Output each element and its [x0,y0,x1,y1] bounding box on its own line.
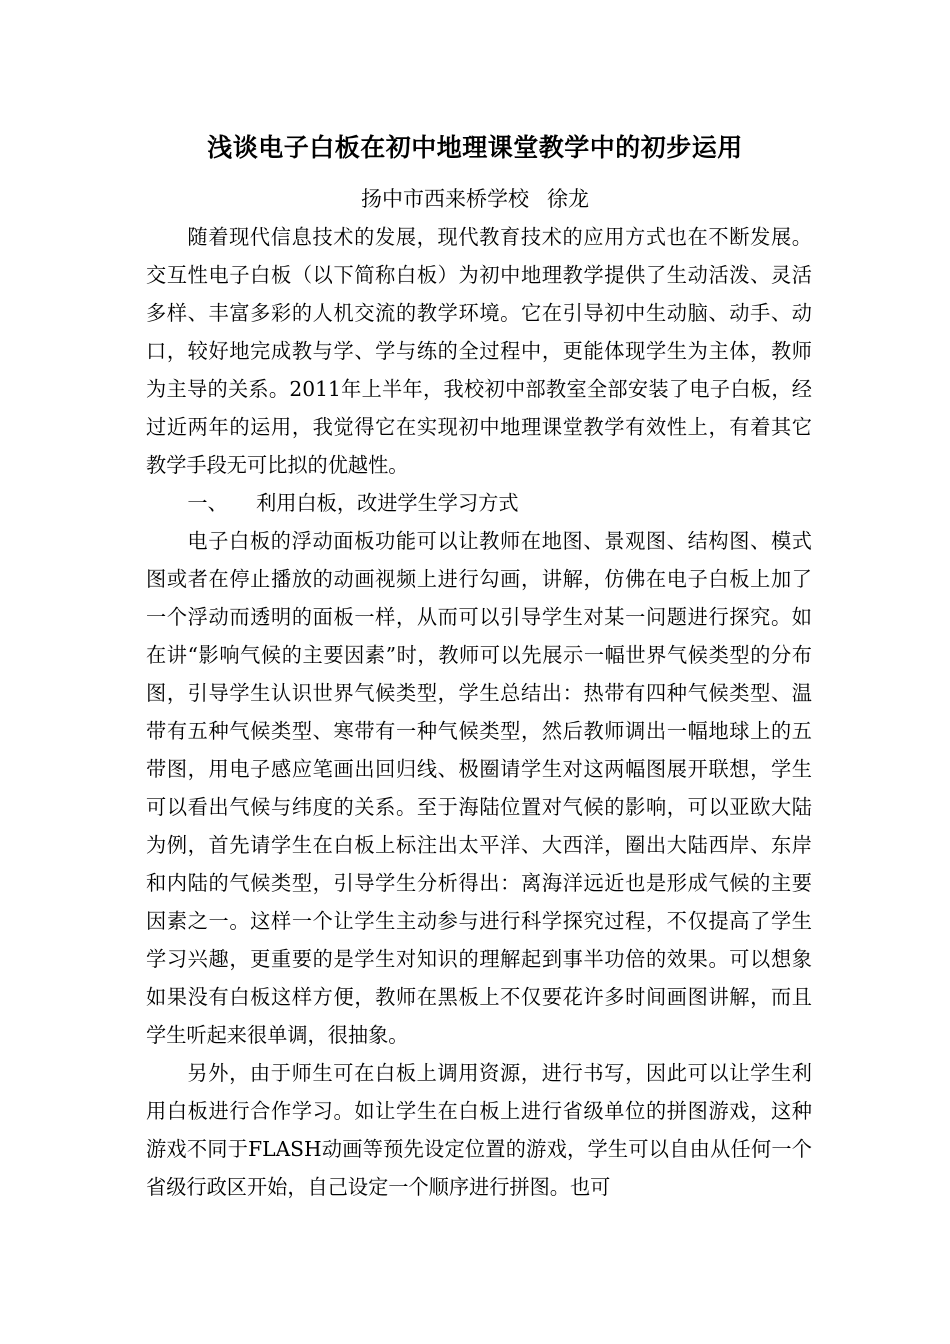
author-name: 徐龙 [547,187,589,211]
section-heading-text: 利用白板，改进学生学习方式 [256,491,519,515]
document-title: 浅谈电子白板在初中地理课堂教学中的初步运用 [207,133,743,162]
document-body [146,218,812,1206]
intro-paragraph: 随着现代信息技术的发展，现代教育技术的应用方式也在不断发展。交互性电子白板（以下简称白板）为初中地理教学提供了生动活泼、灵活多样、丰富多彩的人机交流的教学环境。它在引导初中生动脑、动手、动口，较好地完成教与学、学与练的全过程中，更能体现学生为主体，教师为主导的关系。2011年上半年，我校初中部教室全部安装了电子白板，经过近两年的运用，我觉得它在实现初中地理课堂教学有效性上，有着其它教学手段无可比拟的优越性。 [146,225,812,477]
section-paragraph: 电子白板的浮动面板功能可以让教师在地图、景观图、结构图、模式图或者在停止播放的动画视频上进行勾画，讲解，仿佛在电子白板上加了一个浮动而透明的面板一样，从而可以引导学生对某一问题进行探究。如在讲“影响气候的主要因素”时，教师可以先展示一幅世界气候类型的分布图，引导学生认识世界气候类型，学生总结出：热带有四种气候类型、温带有五种气候类型、寒带有一种气候类型，然后教师调出一幅地球上的五带图，用电子感应笔画出回归线、极圈请学生对这两幅图展开联想，学生可以看出气候与纬度的关系。至于海陆位置对气候的影响，可以亚欧大陆为例，首先请学生在白板上标注出太平洋、大西洋，圈出大陆西岸、东岸和内陆的气候类型，引导学生分析得出：离海洋远近也是形成气候的主要因素之一。这样一个让学生主动参与进行科学探究过程，不仅提高了学生学习兴趣，更重要的是学生对知识的理解起到事半功倍的效果。可以想象如果没有白板这样方便，教师在黑板上不仅要花许多时间画图讲解，而且学生听起来很单调，很抽象。 [146,529,812,1047]
author-line [0,180,950,218]
section-paragraph: 另外，由于师生可在白板上调用资源，进行书写，因此可以让学生利用白板进行合作学习。如让学生在白板上进行省级单位的拼图游戏，这种游戏不同于FLASH动画等预先设定位置的游戏，学生可以自由从任何一个省级行政区开始，自己设定一个顺序进行拼图。也可 [146,1061,812,1199]
author-school: 扬中市西来桥学校 [361,187,529,211]
section-heading [146,484,812,522]
section-number: 一、 [187,491,228,515]
